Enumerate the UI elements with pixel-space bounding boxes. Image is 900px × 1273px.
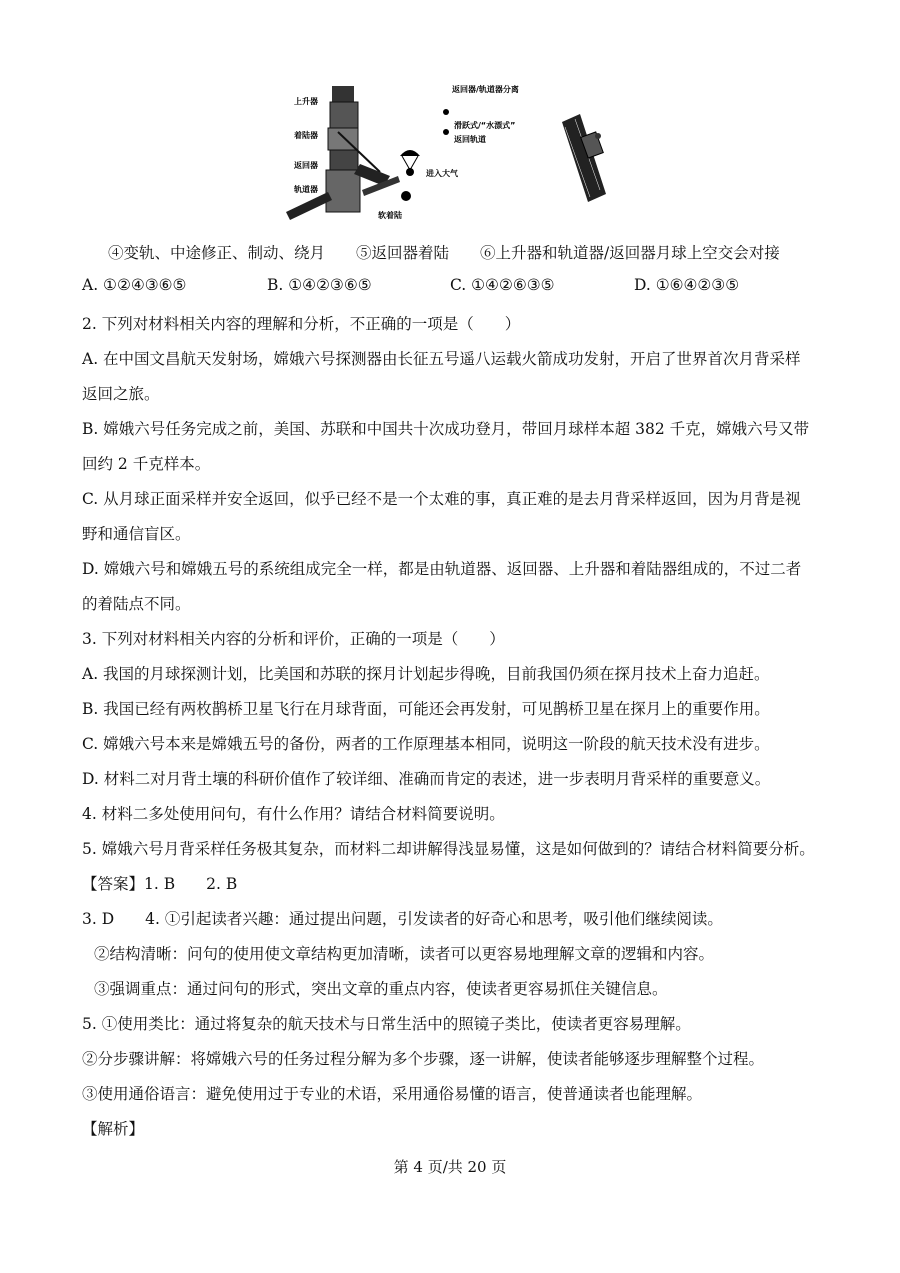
- q1-option-b: B. ①④②③⑥⑤: [267, 276, 372, 294]
- label-separation: 返回器/轨道器分离: [452, 85, 519, 94]
- q3-option-d: D. 材料二对月背土壤的科研价值作了较详细、准确而肯定的表述，进一步表明月背采样的重要意义。: [82, 770, 771, 788]
- q2-option-c-line2: 野和通信盲区。: [82, 525, 191, 543]
- q2-option-b-line1: B. 嫦娥六号任务完成之前，美国、苏联和中国共十次成功登月，带回月球样本超 382 千克，嫦娥六号又带: [82, 420, 810, 438]
- q3-option-c: C. 嫦娥六号本来是嫦娥五号的备份，两者的工作原理基本相同，说明这一阶段的航天技术没有进步。: [82, 735, 770, 753]
- label-lander: 着陆器: [294, 131, 318, 140]
- label-orbiter: 轨道器: [294, 185, 318, 194]
- q2-option-c-line1: C. 从月球正面采样并安全返回，似乎已经不是一个太难的事，真正难的是去月背采样返回，因为月背是视: [82, 490, 801, 508]
- label-returner: 返回器: [294, 161, 318, 170]
- q2-option-d-line1: D. 嫦娥六号和嫦娥五号的系统组成完全一样，都是由轨道器、返回器、上升器和着陆器组成的，不过二者: [82, 560, 802, 578]
- q2-option-b-line2: 回约 2 千克样本。: [82, 455, 211, 473]
- answer-line-4: ③强调重点：通过问句的形式，突出文章的重点内容，使读者更容易抓住关键信息。: [94, 980, 668, 998]
- spacecraft-stack-image: [286, 86, 400, 220]
- q4-stem: 4. 材料二多处使用问句，有什么作用？请结合材料简要说明。: [82, 805, 505, 823]
- q3-stem: 3. 下列对材料相关内容的分析和评价，正确的一项是（ ）: [82, 630, 505, 648]
- q2-option-a-line2: 返回之旅。: [82, 385, 160, 403]
- analysis-heading: 【解析】: [82, 1120, 145, 1138]
- q3-option-a: A. 我国的月球探测计划，比美国和苏联的探月计划起步得晚，目前我国仍须在探月技术上奋力追赶。: [82, 665, 770, 683]
- answer-line-2: 3. D 4. ①引起读者兴趣：通过提出问题，引发读者的好奇心和思考，吸引他们继续阅读。: [82, 910, 723, 928]
- label-ascender: 上升器: [294, 97, 318, 106]
- page-footer: 第 4 页/共 20 页: [393, 1158, 507, 1176]
- q3-option-b: B. 我国已经有两枚鹊桥卫星飞行在月球背面，可能还会再发射，可见鹊桥卫星在探月上的重要作用。: [82, 700, 770, 718]
- parachute-image: [400, 150, 420, 176]
- label-soft-landing: 软着陆: [378, 211, 402, 220]
- answer-line-5: 5. ①使用类比：通过将复杂的航天技术与日常生活中的照镜子类比，使读者更容易理解。: [82, 1015, 691, 1033]
- q1-option-a: A. ①②④③⑥⑤: [82, 276, 187, 294]
- q1-options: [82, 276, 842, 298]
- label-skip-line2: 返回轨道: [454, 135, 486, 144]
- q1-option-d: D. ①⑥④②③⑤: [634, 276, 740, 294]
- spacecraft-diagram-svg: [280, 72, 620, 230]
- orbiter-satellite-image: [562, 114, 606, 202]
- label-skip-line1: 滑跃式/“水漂式”: [454, 121, 516, 130]
- q1-option-c: C. ①④②⑥③⑤: [450, 276, 555, 294]
- answer-line-3: ②结构清晰：问句的使用使文章结构更加清晰，读者可以更容易地理解文章的逻辑和内容。: [94, 945, 715, 963]
- q2-option-d-line2: 的着陆点不同。: [82, 595, 191, 613]
- q2-option-a-line1: A. 在中国文昌航天发射场，嫦娥六号探测器由长征五号遥八运载火箭成功发射，开启了世界首次月背采样: [82, 350, 801, 368]
- step-line: ④变轨、中途修正、制动、绕月 ⑤返回器着陆 ⑥上升器和轨道器/返回器月球上空交会对接: [108, 244, 780, 262]
- answer-line-6: ②分步骤讲解：将嫦娥六号的任务过程分解为多个步骤，逐一讲解，使读者能够逐步理解整个过程。: [82, 1050, 765, 1068]
- label-enter-atmosphere: 进入大气: [426, 169, 458, 178]
- q2-stem: 2. 下列对材料相关内容的理解和分析，不正确的一项是（ ）: [82, 315, 521, 333]
- spacecraft-diagram: [280, 72, 620, 230]
- answer-line-7: ③使用通俗语言：避免使用过于专业的术语，采用通俗易懂的语言，使普通读者也能理解。: [82, 1085, 703, 1103]
- q5-stem: 5. 嫦娥六号月背采样任务极其复杂，而材料二却讲解得浅显易懂，这是如何做到的？请结合材料简要分析。: [82, 840, 815, 858]
- answer-line-1: 【答案】1. B 2. B: [82, 875, 238, 893]
